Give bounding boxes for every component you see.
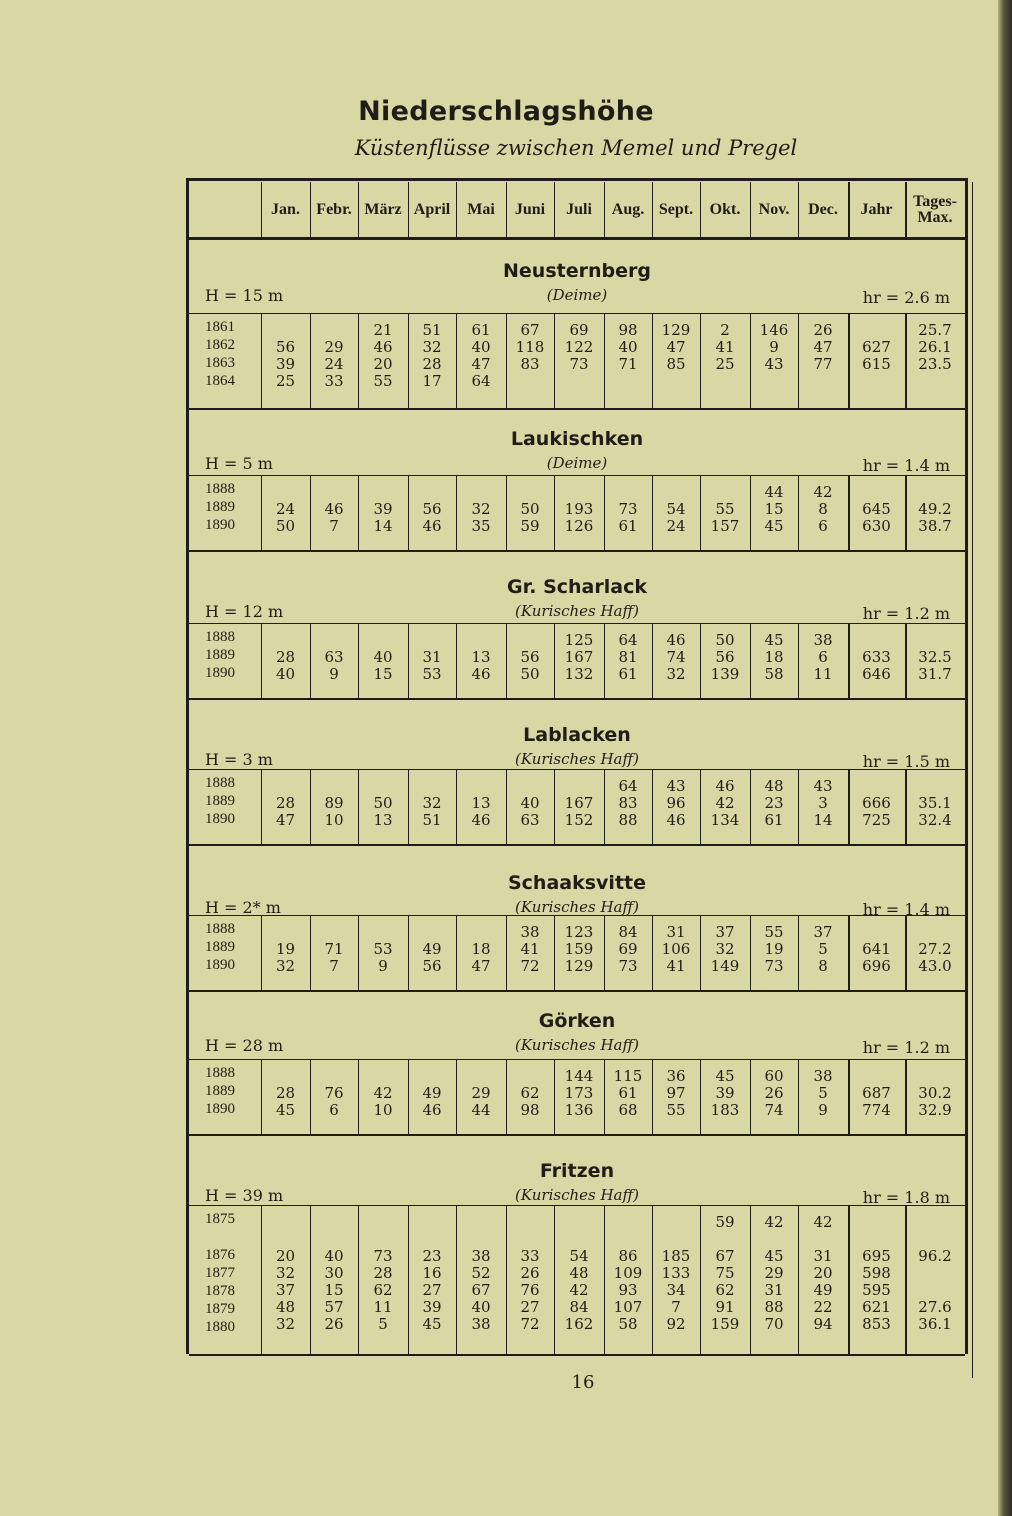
column-divider bbox=[652, 623, 653, 698]
data-cell: 55 19 73 bbox=[764, 923, 784, 975]
data-cell: 46 7 bbox=[324, 500, 344, 535]
station-name: Gr. Scharlack bbox=[507, 576, 647, 598]
column-divider bbox=[700, 1059, 701, 1134]
column-header: Juni bbox=[514, 201, 546, 218]
station-elevation: H = 5 m bbox=[205, 454, 273, 473]
column-divider bbox=[554, 1059, 555, 1134]
year-list: 1888 1889 1890 bbox=[205, 629, 235, 681]
column-divider bbox=[848, 769, 850, 844]
data-cell: 69 122 73 bbox=[564, 321, 594, 373]
column-divider bbox=[310, 915, 311, 990]
data-cell: 67 118 83 bbox=[515, 321, 545, 373]
river-name: (Kurisches Haff) bbox=[515, 602, 639, 620]
section-rule bbox=[189, 1134, 965, 1136]
page-title: Niederschlagshöhe bbox=[358, 96, 654, 127]
station-name: Neusternberg bbox=[503, 260, 651, 282]
column-divider bbox=[261, 475, 262, 550]
data-cell: 89 10 bbox=[324, 794, 344, 829]
column-divider bbox=[358, 623, 359, 698]
column-header: Jahr bbox=[860, 201, 893, 218]
column-divider bbox=[310, 769, 311, 844]
column-divider bbox=[700, 915, 701, 990]
column-divider bbox=[554, 623, 555, 698]
page-subtitle: Küstenflüsse zwischen Memel und Pregel bbox=[354, 136, 798, 160]
data-cell: 86 109 93 107 58 bbox=[613, 1247, 643, 1333]
column-divider bbox=[905, 1059, 907, 1134]
gauge-height: hr = 1.4 m bbox=[862, 456, 950, 475]
data-cell: 144 173 136 bbox=[564, 1067, 594, 1119]
section-rule bbox=[189, 408, 965, 410]
column-divider bbox=[456, 475, 457, 550]
data-cell: 43 3 14 bbox=[813, 777, 833, 829]
column-divider bbox=[604, 623, 605, 698]
station-name: Laukischken bbox=[510, 428, 644, 450]
data-cell: 31 53 bbox=[422, 648, 442, 683]
column-header: Tages- Max. bbox=[913, 193, 957, 226]
section-rule bbox=[189, 550, 965, 552]
data-cell: 36 97 55 bbox=[666, 1067, 686, 1119]
column-divider bbox=[848, 1205, 850, 1354]
data-cell: 96.2 27.6 36.1 bbox=[918, 1247, 952, 1333]
column-divider bbox=[261, 1205, 262, 1354]
column-divider bbox=[905, 769, 907, 844]
data-cell: 49 56 bbox=[422, 940, 442, 975]
column-divider bbox=[848, 915, 850, 990]
data-cell: 38 41 72 bbox=[520, 923, 540, 975]
column-divider bbox=[652, 475, 653, 550]
data-cell: 28 45 bbox=[275, 1084, 296, 1119]
column-divider bbox=[750, 623, 751, 698]
data-cell: 50 59 bbox=[520, 500, 540, 535]
data-cell: 32 51 bbox=[422, 794, 442, 829]
column-divider bbox=[652, 1059, 653, 1134]
column-divider bbox=[848, 623, 850, 698]
column-divider bbox=[905, 623, 907, 698]
column-divider bbox=[310, 1205, 311, 1354]
column-divider bbox=[506, 769, 507, 844]
column-divider bbox=[905, 1205, 907, 1354]
data-cell: 38 52 67 40 38 bbox=[471, 1247, 491, 1333]
column-divider bbox=[358, 475, 359, 550]
data-cell: 71 7 bbox=[324, 940, 344, 975]
data-cell: 24 50 bbox=[275, 500, 296, 535]
column-divider bbox=[261, 182, 262, 238]
column-divider bbox=[358, 313, 359, 408]
column-divider bbox=[652, 1205, 653, 1354]
data-cell: 64 81 61 bbox=[618, 631, 638, 683]
column-divider bbox=[358, 769, 359, 844]
station-elevation: H = 39 m bbox=[205, 1186, 284, 1205]
year-list: 1888 1889 1890 bbox=[205, 775, 235, 827]
column-divider bbox=[700, 475, 701, 550]
station-elevation: H = 12 m bbox=[205, 602, 284, 621]
data-cell: 129 47 85 bbox=[661, 321, 691, 373]
column-header: Jan. bbox=[271, 201, 300, 218]
gauge-height: hr = 1.2 m bbox=[862, 604, 950, 623]
data-cell: 73 28 62 11 5 bbox=[373, 1247, 393, 1333]
data-cell: 54 24 bbox=[666, 500, 686, 535]
column-divider bbox=[848, 475, 850, 550]
column-divider bbox=[506, 182, 507, 238]
data-cell: 46 42 134 bbox=[710, 777, 740, 829]
data-cell: 28 47 bbox=[275, 794, 296, 829]
data-cell: 13 46 bbox=[471, 648, 491, 683]
gauge-height: hr = 1.4 m bbox=[862, 900, 950, 919]
column-divider bbox=[798, 313, 799, 408]
column-divider bbox=[554, 182, 555, 238]
data-cell: 25.7 26.1 23.5 bbox=[918, 321, 952, 373]
column-divider bbox=[310, 475, 311, 550]
data-cell: 32 35 bbox=[471, 500, 491, 535]
column-divider bbox=[456, 182, 457, 238]
column-divider bbox=[408, 623, 409, 698]
column-header: Aug. bbox=[611, 201, 645, 218]
data-cell: 54 48 42 84 162 bbox=[564, 1247, 594, 1333]
column-divider bbox=[408, 1205, 409, 1354]
column-divider bbox=[261, 313, 262, 408]
column-divider bbox=[261, 769, 262, 844]
data-cell: 2 41 25 bbox=[715, 321, 735, 373]
column-divider bbox=[798, 769, 799, 844]
column-header: Mai bbox=[467, 201, 495, 218]
column-divider bbox=[456, 623, 457, 698]
data-cell: 45 39 183 bbox=[710, 1067, 740, 1119]
station-name: Schaaksvitte bbox=[507, 872, 646, 894]
column-divider bbox=[604, 182, 605, 238]
data-cell: 46 74 32 bbox=[666, 631, 686, 683]
column-header: März bbox=[364, 201, 402, 218]
column-divider bbox=[261, 623, 262, 698]
data-cell: 40 63 bbox=[520, 794, 540, 829]
column-divider bbox=[750, 182, 751, 238]
data-cell: 55 157 bbox=[710, 500, 740, 535]
column-header: Dec. bbox=[808, 201, 838, 218]
page-edge bbox=[998, 0, 1012, 1516]
data-cell: 39 14 bbox=[373, 500, 393, 535]
data-cell: 27.2 43.0 bbox=[918, 940, 952, 975]
column-divider bbox=[310, 182, 311, 238]
data-cell: 38 6 11 bbox=[813, 631, 833, 683]
data-cell: 19 32 bbox=[275, 940, 296, 975]
column-divider bbox=[358, 1059, 359, 1134]
column-divider bbox=[750, 915, 751, 990]
gauge-height: hr = 2.6 m bbox=[862, 288, 950, 307]
column-divider bbox=[798, 182, 799, 238]
data-cell: 30.2 32.9 bbox=[918, 1084, 952, 1119]
data-cell: 633 646 bbox=[862, 648, 891, 683]
station-elevation: H = 2* m bbox=[205, 898, 281, 917]
data-cell: 59 67 75 62 91 159 bbox=[710, 1213, 740, 1333]
column-header: April bbox=[413, 201, 451, 218]
column-divider bbox=[506, 915, 507, 990]
column-divider bbox=[798, 623, 799, 698]
data-cell: 28 40 bbox=[275, 648, 296, 683]
data-cell: 42 45 29 31 88 70 bbox=[764, 1213, 784, 1333]
column-divider bbox=[408, 769, 409, 844]
column-divider bbox=[700, 1205, 701, 1354]
river-name: (Deime) bbox=[546, 454, 608, 472]
data-cell: 641 696 bbox=[862, 940, 891, 975]
data-cell: 33 26 76 27 72 bbox=[520, 1247, 540, 1333]
column-divider bbox=[604, 1205, 605, 1354]
data-cell: 21 46 20 55 bbox=[373, 321, 393, 390]
column-divider bbox=[798, 475, 799, 550]
data-cell: 56 39 25 bbox=[275, 338, 296, 390]
data-cell: 695 598 595 621 853 bbox=[862, 1247, 891, 1333]
column-divider bbox=[750, 475, 751, 550]
year-list: 1888 1889 1890 bbox=[205, 1065, 235, 1117]
data-cell: 32.5 31.7 bbox=[918, 648, 952, 683]
data-cell: 51 32 28 17 bbox=[422, 321, 442, 390]
station-name: Fritzen bbox=[539, 1160, 615, 1182]
column-divider bbox=[798, 1205, 799, 1354]
section-rule bbox=[189, 844, 965, 846]
station-name: Görken bbox=[538, 1010, 616, 1032]
column-divider bbox=[310, 313, 311, 408]
data-cell: 50 13 bbox=[373, 794, 393, 829]
data-cell: 61 40 47 64 bbox=[471, 321, 491, 390]
column-divider bbox=[700, 769, 701, 844]
station-elevation: H = 3 m bbox=[205, 750, 273, 769]
column-divider bbox=[506, 475, 507, 550]
column-divider bbox=[905, 313, 907, 408]
column-divider bbox=[408, 915, 409, 990]
column-divider bbox=[700, 623, 701, 698]
river-name: (Deime) bbox=[546, 286, 608, 304]
gauge-height: hr = 1.5 m bbox=[862, 752, 950, 771]
data-cell: 40 30 15 57 26 bbox=[324, 1247, 344, 1333]
year-list: 1888 1889 1890 bbox=[205, 481, 235, 533]
column-divider bbox=[310, 1059, 311, 1134]
river-name: (Kurisches Haff) bbox=[515, 898, 639, 916]
column-divider bbox=[750, 1059, 751, 1134]
column-divider bbox=[905, 182, 907, 238]
river-name: (Kurisches Haff) bbox=[515, 750, 639, 768]
gauge-height: hr = 1.8 m bbox=[862, 1188, 950, 1207]
data-cell: 62 98 bbox=[520, 1084, 540, 1119]
data-cell: 44 15 45 bbox=[764, 483, 784, 535]
year-list: 1888 1889 1890 bbox=[205, 921, 235, 973]
column-divider bbox=[604, 313, 605, 408]
data-cell: 31 106 41 bbox=[661, 923, 691, 975]
column-divider bbox=[358, 182, 359, 238]
column-divider bbox=[456, 1205, 457, 1354]
column-divider bbox=[604, 915, 605, 990]
data-cell: 193 126 bbox=[564, 500, 594, 535]
data-cell: 645 630 bbox=[862, 500, 891, 535]
year-list: 1861 1862 1863 1864 bbox=[205, 319, 235, 389]
data-cell: 98 40 71 bbox=[618, 321, 638, 373]
data-cell: 123 159 129 bbox=[564, 923, 594, 975]
data-cell: 146 9 43 bbox=[759, 321, 789, 373]
column-divider bbox=[652, 182, 653, 238]
column-divider bbox=[408, 182, 409, 238]
column-divider bbox=[456, 915, 457, 990]
column-divider bbox=[261, 1059, 262, 1134]
data-cell: 48 23 61 bbox=[764, 777, 784, 829]
data-cell: 42 10 bbox=[373, 1084, 393, 1119]
column-divider bbox=[456, 1059, 457, 1134]
column-header: Okt. bbox=[709, 201, 741, 218]
column-divider bbox=[905, 475, 907, 550]
data-cell: 35.1 32.4 bbox=[918, 794, 952, 829]
data-cell: 45 18 58 bbox=[764, 631, 784, 683]
data-cell: 37 5 8 bbox=[813, 923, 833, 975]
column-divider bbox=[700, 313, 701, 408]
data-cell: 73 61 bbox=[618, 500, 638, 535]
column-divider bbox=[848, 1059, 850, 1134]
column-divider bbox=[554, 475, 555, 550]
section-rule bbox=[189, 1354, 965, 1356]
data-cell: 29 44 bbox=[471, 1084, 491, 1119]
data-cell: 20 32 37 48 32 bbox=[275, 1247, 296, 1333]
column-header: Febr. bbox=[316, 201, 352, 218]
data-cell: 37 32 149 bbox=[710, 923, 740, 975]
column-divider bbox=[905, 915, 907, 990]
station-name: Lablacken bbox=[523, 724, 631, 746]
column-divider bbox=[750, 769, 751, 844]
column-divider bbox=[358, 1205, 359, 1354]
data-cell: 23 16 27 39 45 bbox=[422, 1247, 442, 1333]
data-cell: 53 9 bbox=[373, 940, 393, 975]
data-cell: 29 24 33 bbox=[324, 338, 344, 390]
column-divider bbox=[652, 313, 653, 408]
column-divider bbox=[506, 313, 507, 408]
data-cell: 56 46 bbox=[422, 500, 442, 535]
river-name: (Kurisches Haff) bbox=[515, 1186, 639, 1204]
data-cell: 76 6 bbox=[324, 1084, 344, 1119]
column-divider bbox=[506, 1059, 507, 1134]
data-cell: 13 46 bbox=[471, 794, 491, 829]
page-number: 16 bbox=[571, 1372, 595, 1393]
column-divider bbox=[554, 313, 555, 408]
data-cell: 687 774 bbox=[862, 1084, 891, 1119]
data-cell: 43 96 46 bbox=[666, 777, 686, 829]
data-cell: 125 167 132 bbox=[564, 631, 594, 683]
column-divider bbox=[310, 623, 311, 698]
column-divider bbox=[652, 915, 653, 990]
table-outer-rule bbox=[972, 182, 973, 1378]
year-list: 1875 1876 1877 1878 1879 1880 bbox=[205, 1211, 235, 1335]
column-divider bbox=[604, 475, 605, 550]
column-divider bbox=[750, 1205, 751, 1354]
data-cell: 49.2 38.7 bbox=[918, 500, 952, 535]
column-divider bbox=[408, 475, 409, 550]
data-cell: 26 47 77 bbox=[813, 321, 833, 373]
column-divider bbox=[652, 769, 653, 844]
column-divider bbox=[554, 915, 555, 990]
data-cell: 84 69 73 bbox=[618, 923, 638, 975]
column-header: Sept. bbox=[658, 201, 694, 218]
column-divider bbox=[456, 313, 457, 408]
data-cell: 627 615 bbox=[862, 338, 891, 373]
column-divider bbox=[604, 1059, 605, 1134]
data-cell: 56 50 bbox=[520, 648, 540, 683]
column-header: Juli bbox=[566, 201, 592, 218]
data-cell: 40 15 bbox=[373, 648, 393, 683]
section-rule bbox=[189, 698, 965, 700]
column-divider bbox=[848, 182, 850, 238]
column-divider bbox=[798, 1059, 799, 1134]
data-cell: 185 133 34 7 92 bbox=[661, 1247, 691, 1333]
data-cell: 63 9 bbox=[324, 648, 344, 683]
gauge-height: hr = 1.2 m bbox=[862, 1038, 950, 1057]
data-cell: 64 83 88 bbox=[618, 777, 638, 829]
column-header: Nov. bbox=[758, 201, 790, 218]
data-cell: 666 725 bbox=[862, 794, 891, 829]
data-cell: 42 8 6 bbox=[813, 483, 833, 535]
column-divider bbox=[798, 915, 799, 990]
data-cell: 60 26 74 bbox=[764, 1067, 784, 1119]
column-divider bbox=[261, 915, 262, 990]
section-rule bbox=[189, 990, 965, 992]
column-divider bbox=[408, 1059, 409, 1134]
column-divider bbox=[750, 313, 751, 408]
column-divider bbox=[408, 313, 409, 408]
data-cell: 38 5 9 bbox=[813, 1067, 833, 1119]
data-cell: 49 46 bbox=[422, 1084, 442, 1119]
data-cell: 42 31 20 49 22 94 bbox=[813, 1213, 833, 1333]
data-cell: 50 56 139 bbox=[710, 631, 740, 683]
column-divider bbox=[358, 915, 359, 990]
column-divider bbox=[456, 769, 457, 844]
column-divider bbox=[848, 313, 850, 408]
data-cell: 115 61 68 bbox=[613, 1067, 643, 1119]
column-divider bbox=[506, 1205, 507, 1354]
column-divider bbox=[506, 623, 507, 698]
column-divider bbox=[554, 769, 555, 844]
column-divider bbox=[554, 1205, 555, 1354]
river-name: (Kurisches Haff) bbox=[515, 1036, 639, 1054]
station-elevation: H = 28 m bbox=[205, 1036, 284, 1055]
station-elevation: H = 15 m bbox=[205, 286, 284, 305]
data-cell: 167 152 bbox=[564, 794, 594, 829]
data-cell: 18 47 bbox=[471, 940, 491, 975]
column-divider bbox=[604, 769, 605, 844]
column-divider bbox=[700, 182, 701, 238]
